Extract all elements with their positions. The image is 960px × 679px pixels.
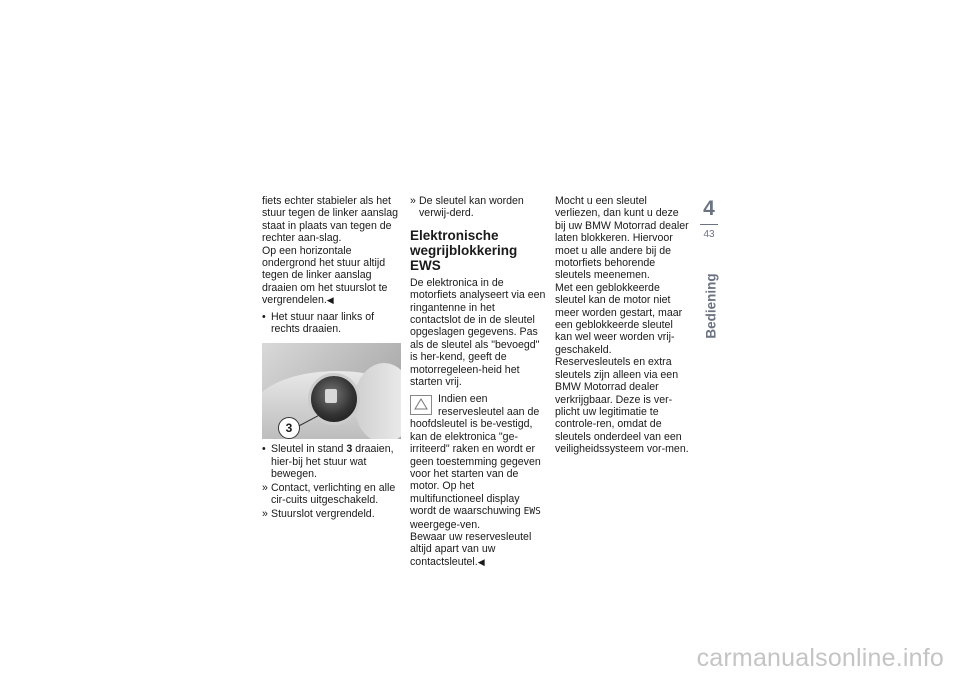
end-marker-icon: ◀ — [326, 295, 334, 306]
ignition-lock-photo — [262, 343, 401, 439]
paragraph: fiets echter stabieler als het stuur tegen de linker aanslag staat in plaats van tegen de rechter aan-slag. — [262, 195, 399, 245]
result-text: De sleutel kan worden verwij-derd. — [419, 195, 524, 220]
page-number: 43 — [703, 229, 715, 240]
result-item — [262, 508, 402, 520]
column-2 — [410, 195, 546, 568]
result-arrow-icon: » — [410, 195, 416, 207]
paragraph-text: Indien een reservesleutel aan de hoofdsleutel is be-vestigd, kan de elektronica "ge-irriteerd" raken en wordt er geen toestemming gegeven voor het starten van de motor. Op het multifunctioneel display wordt de waarschuwing — [410, 393, 541, 518]
chapter-number: 4 — [703, 197, 715, 220]
result-item — [410, 195, 546, 220]
list-item-text: Sleutel in stand — [271, 443, 347, 456]
result-text: Contact, verlichting en alle cir-cuits uitgeschakeld. — [271, 481, 396, 507]
warning-triangle-icon — [414, 398, 428, 410]
result-item — [262, 482, 402, 507]
warning-paragraph — [410, 393, 546, 530]
end-marker-icon: ◀ — [477, 556, 485, 567]
tab-divider — [700, 224, 718, 225]
warning-box — [410, 395, 432, 415]
section-title: Elektronische wegrijblokkering EWS — [410, 227, 518, 273]
paragraph: Mocht u een sleutel verliezen, dan kunt u deze bij uw BMW Motorrad dealer laten blokkeren. Hiervoor moet u alle andere bij de motorfiets behorende sleutels meenemen. — [555, 195, 689, 282]
paragraph-text: Op een horizontale ondergrond het stuur altijd tegen de linker aanslag draaien om het stuurslot te vergrendelen. — [262, 244, 388, 307]
bullet-icon: • — [262, 310, 266, 323]
photo-callout: 3 — [278, 417, 300, 439]
paragraph: Reservesleutels en extra sleutels zijn alleen via een BMW Motorrad dealer verkrijgbaar. Deze is ver-plicht uw legitimatie te controle-ren, omdat de sleutels onderdeel van een veiligheidssysteem vor-men. — [555, 356, 689, 456]
list-item-text: draaien, hier-bij het stuur wat bewegen. — [271, 443, 394, 481]
list-item — [262, 443, 402, 480]
paragraph: Met een geblokkeerde sleutel kan de motor niet meer worden gestart, maar een geblokkeerde sleutel kan wel weer worden vrij-geschakeld. — [555, 281, 683, 356]
ews-display-code: EWS — [523, 506, 541, 518]
paragraph — [410, 531, 546, 568]
key-icon — [325, 389, 337, 403]
list-item-text: Het stuur naar links of rechts draaien. — [271, 310, 375, 336]
column-1 — [262, 195, 402, 520]
column-3 — [555, 195, 691, 456]
position-number: 3 — [346, 443, 353, 456]
section-name: Bediening — [703, 273, 719, 339]
list-item — [262, 311, 402, 336]
result-arrow-icon: » — [262, 507, 268, 520]
paragraph: De elektronica in de motorfiets analyseert via een ringantenne in het contactslot de in de sleutel opgeslagen gegevens. Pas als de sleutel als "bevoegd" is her-kend, geeft de motorregeleen-heid het starten vrij. — [410, 276, 546, 389]
paragraph-text: Bewaar uw reservesleutel altijd apart van uw contactsleutel. — [410, 530, 532, 568]
result-arrow-icon: » — [262, 481, 268, 494]
paragraph-text: weergege-ven. — [410, 518, 481, 531]
bullet-icon: • — [262, 443, 266, 456]
watermark: carmanualsonline.info — [696, 644, 944, 672]
paragraph — [262, 245, 402, 307]
result-text: Stuurslot vergrendeld. — [271, 507, 375, 520]
